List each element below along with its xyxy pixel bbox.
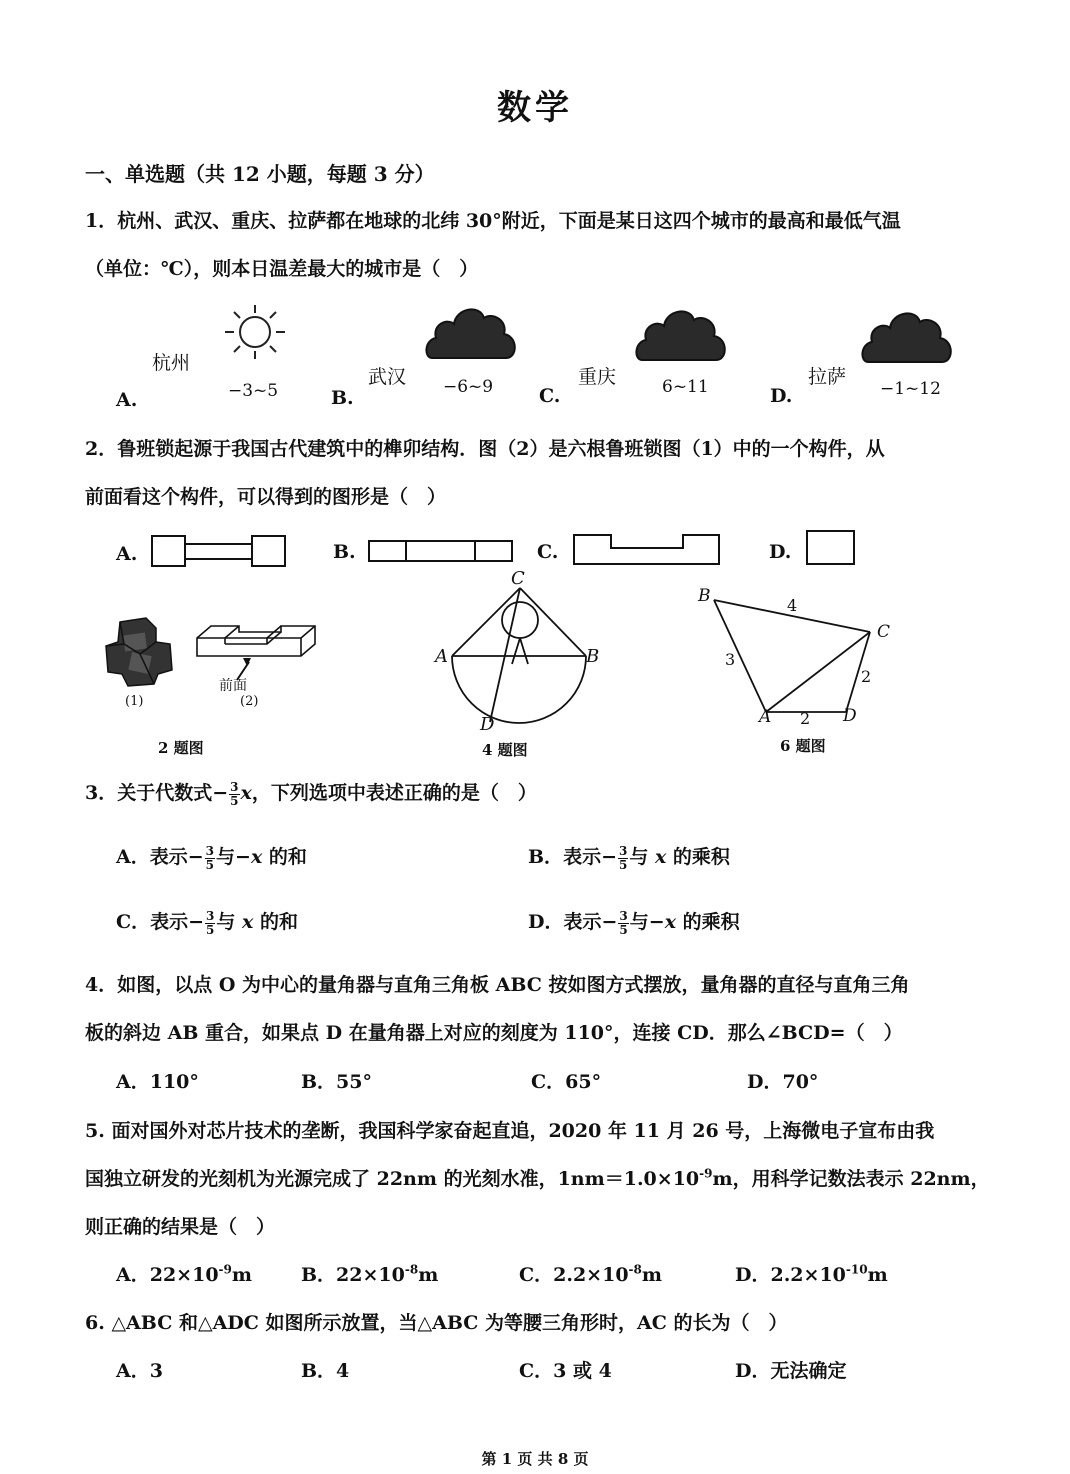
q5-stem-line3: 则正确的结果是（ ） bbox=[85, 1216, 276, 1238]
q5-option-a: A．$22\times 10^{-9}m$ bbox=[116, 1262, 252, 1286]
q1-stem-line2: （单位：℃），则本日温差最大的城市是（ ） bbox=[85, 258, 479, 280]
q3-option-c: C．表示− $\frac{3}{5}$ 与 x 的和 bbox=[116, 908, 298, 937]
q6-option-b: B．4 bbox=[301, 1360, 350, 1382]
fig6-point-c: C bbox=[877, 622, 891, 642]
q1-option-b: B. bbox=[331, 387, 354, 409]
fig2-label-1: (1) bbox=[125, 694, 144, 709]
q5-option-b: B．$22\times 10^{-8}m$ bbox=[301, 1262, 439, 1286]
q2-stem-line1: 2．鲁班锁起源于我国古代建筑中的榫卯结构．图（2）是六根鲁班锁图（1）中的一个构件，从 bbox=[85, 438, 885, 460]
fig6-point-b: B bbox=[698, 586, 711, 606]
fig6-length-ad: 2 bbox=[800, 709, 811, 728]
q1-city-b: 武汉 bbox=[368, 366, 407, 388]
cloud-icon bbox=[426, 300, 516, 362]
q3-option-b: B．表示− $\frac{3}{5}$ 与 x 的乘积 bbox=[528, 843, 730, 872]
fig4-point-c: C bbox=[511, 568, 525, 589]
fig6-point-d: D bbox=[843, 706, 857, 726]
q1-stem-line1: 1．杭州、武汉、重庆、拉萨都在地球的北纬 30°附近，下面是某日这四个城市的最高和最低气温 bbox=[85, 210, 901, 232]
fig4-caption: 4 题图 bbox=[482, 741, 528, 759]
fig2-caption: 2 题图 bbox=[158, 739, 204, 757]
q1-option-d: D. bbox=[770, 385, 793, 407]
q3-var: x bbox=[240, 782, 252, 804]
cloud-icon bbox=[636, 302, 726, 364]
page-title: 数学 bbox=[497, 88, 573, 128]
q4-option-d: D．70° bbox=[747, 1071, 819, 1093]
q1-temp-b: −6~9 bbox=[443, 377, 494, 397]
q2-option-a: A. bbox=[116, 543, 138, 565]
q2-option-b: B. bbox=[333, 541, 356, 563]
luban-lock-image bbox=[100, 614, 176, 690]
q6-option-d: D．无法确定 bbox=[735, 1360, 847, 1382]
fig2-label-2: (2) bbox=[240, 694, 259, 709]
fig6-length-ab: 3 bbox=[725, 650, 736, 669]
q6-stem: 6. △ABC 和△ADC 如图所示放置，当△ABC 为等腰三角形时，AC 的长为（ ） bbox=[85, 1312, 788, 1334]
q2-option-c: C. bbox=[537, 541, 559, 563]
q2-stem-line2: 前面看这个构件，可以得到的图形是（ ） bbox=[85, 486, 447, 508]
fig6-length-cd: 2 bbox=[861, 667, 872, 686]
q1-option-c: C. bbox=[539, 385, 561, 407]
q5-option-c: C．$2.2\times 10^{-8}m$ bbox=[519, 1262, 662, 1286]
q1-temp-c: 6~11 bbox=[662, 377, 709, 397]
q2-shape-b bbox=[368, 540, 514, 564]
fig4-point-b: B bbox=[586, 646, 600, 667]
fig6-point-a: A bbox=[759, 707, 772, 727]
q1-temp-d: −1~12 bbox=[880, 379, 941, 399]
q4-option-c: C．65° bbox=[531, 1071, 602, 1093]
q3-stem-post: ，下列选项中表述正确的是（ ） bbox=[251, 782, 537, 804]
fig4-diagram bbox=[430, 574, 610, 734]
fig6-length-bc: 4 bbox=[787, 596, 798, 615]
sun-icon bbox=[220, 302, 290, 362]
q1-city-c: 重庆 bbox=[578, 366, 617, 388]
cloud-icon bbox=[862, 304, 952, 366]
fig4-point-d: D bbox=[480, 714, 495, 735]
q5-option-d: D．$2.2\times 10^{-10}m$ bbox=[735, 1262, 888, 1286]
q3-stem bbox=[85, 778, 537, 808]
q2-shape-d bbox=[806, 530, 856, 566]
fig4-point-a: A bbox=[435, 646, 448, 667]
page-footer: 第 1 页 共 8 页 bbox=[481, 1450, 589, 1468]
luban-piece-image bbox=[193, 620, 323, 690]
q2-option-d: D. bbox=[769, 541, 792, 563]
fig6-caption: 6 题图 bbox=[780, 737, 826, 755]
q4-stem-line1: 4．如图，以点 O 为中心的量角器与直角三角板 ABC 按如图方式摆放，量角器的直径与直角三角 bbox=[85, 974, 910, 996]
q3-stem-pre: 3．关于代数式− bbox=[85, 782, 229, 804]
q4-option-b: B．55° bbox=[301, 1071, 372, 1093]
q1-temp-a: −3~5 bbox=[228, 381, 279, 401]
q6-option-c: C．3 或 4 bbox=[519, 1360, 612, 1382]
q5-stem-line2: 国独立研发的光刻机为光源完成了 22nm 的光刻水准，$1nm=1.0\times 10^{-9}m$，用科学记数法表示 22nm， bbox=[85, 1166, 990, 1190]
q3-option-d: D．表示− $\frac{3}{5}$ 与−x 的乘积 bbox=[528, 908, 740, 937]
q3-option-a: A．表示− $\frac{3}{5}$ 与−x 的和 bbox=[116, 843, 307, 872]
q6-option-a: A．3 bbox=[116, 1360, 163, 1382]
q1-option-a: A. bbox=[116, 389, 138, 411]
section-heading: 一、单选题（共 12 小题，每题 3 分） bbox=[85, 162, 435, 186]
q2-shape-a bbox=[151, 534, 287, 568]
fig2-front-label: 前面 bbox=[219, 678, 247, 694]
q1-city-a: 杭州 bbox=[152, 352, 191, 374]
q2-shape-c bbox=[573, 532, 721, 566]
q1-city-d: 拉萨 bbox=[808, 366, 847, 388]
q4-stem-line2: 板的斜边 AB 重合，如果点 D 在量角器上对应的刻度为 110°，连接 CD．那么∠BCD=（ ） bbox=[85, 1022, 903, 1044]
q4-option-a: A．110° bbox=[116, 1071, 199, 1093]
q5-stem-line1: 5. 面对国外对芯片技术的垄断，我国科学家奋起直追，2020 年 11 月 26 号，上海微电子宣布由我 bbox=[85, 1120, 935, 1142]
q3-fraction: $\frac{3}{5}$ bbox=[230, 779, 239, 808]
